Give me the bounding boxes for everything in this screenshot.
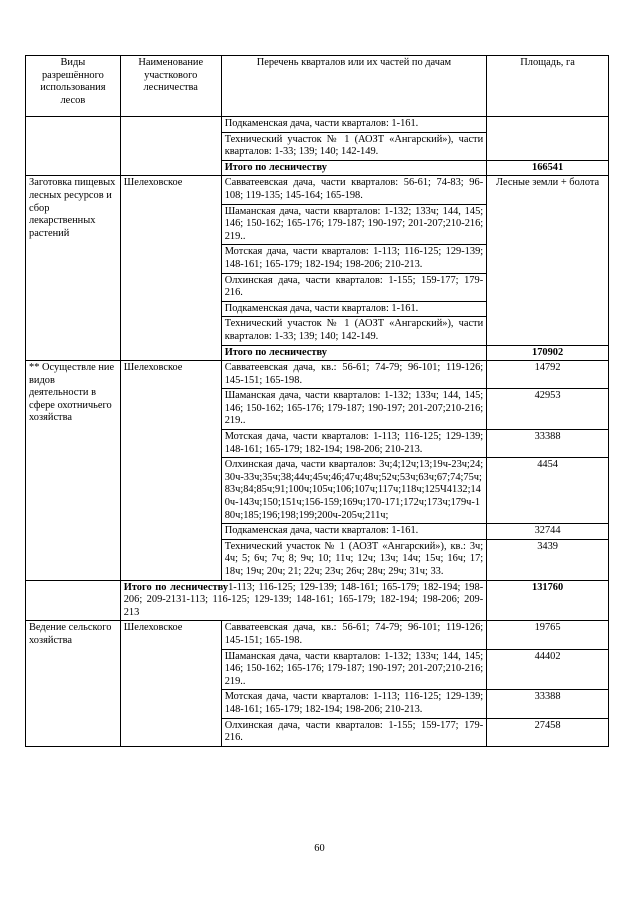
- total-label: Итого по лесничеству: [221, 345, 486, 361]
- table-header: [26, 56, 609, 117]
- quarters-cell: Технический участок № 1 (АОЗТ «Ангарский»), части кварталов: 1-33; 139; 140; 142-149.: [221, 317, 486, 345]
- area-cell: 3439: [487, 539, 609, 580]
- area-cell: Лесные земли + болота: [487, 176, 609, 345]
- forest-use-table: [25, 55, 609, 747]
- quarters-cell: Шаманская дача, части кварталов: 1-132; 133ч; 144, 145; 146; 150-162; 165-176; 179-187; 190-197; 201-207;210-216; 219..: [221, 389, 486, 430]
- quarters-cell: Савватеевская дача, кв.: 56-61; 74-79; 96-101; 119-126; 145-151; 165-198.: [221, 621, 486, 649]
- quarters-cell: Олхинская дача, части кварталов: 3ч;4;12ч;13;19ч-23ч;24;30ч-33ч;35ч;38;44ч;45ч;46;47ч;48ч;52ч;53ч;63ч;67;74;75ч;83ч;84;85ч;91;100ч;105ч;106;107ч;117ч;118ч;125Ч4132;140ч-143ч;150;151ч;156-159;169ч;170-171;172ч;173ч;179ч-180ч;185;196;198;199;200ч-205ч;211ч;: [221, 458, 486, 524]
- total-label: Итого по лесничеству: [221, 160, 486, 176]
- table-row: [26, 176, 609, 204]
- area-cell: 14792: [487, 361, 609, 389]
- total-cell: [120, 580, 486, 621]
- header-quarters: Перечень кварталов или их частей по дачам: [221, 56, 486, 117]
- table-row: [26, 361, 609, 389]
- area-cell: 42953: [487, 389, 609, 430]
- total-quarters: 1-113; 116-125; 129-139; 148-161; 165-179; 182-194; 198-206; 209-2131-113; 116-125; 129-139; 148-161; 165-179; 182-194; 198-206; 209-213: [123, 581, 484, 618]
- activity-cell: Заготовка пищевых лесных ресурсов и сбор лекарственных растений: [26, 176, 121, 361]
- quarters-cell: Олхинская дача, части кварталов: 1-155; 159-177; 179-216.: [221, 273, 486, 301]
- quarters-cell: Олхинская дача, части кварталов: 1-155; 159-177; 179-216.: [221, 718, 486, 746]
- quarters-cell: Подкаменская дача, части кварталов: 1-161.: [221, 117, 486, 133]
- quarters-cell: Подкаменская дача, части кварталов: 1-161.: [221, 301, 486, 317]
- total-label: Итого по лесничеству: [123, 581, 229, 593]
- area-cell: 33388: [487, 430, 609, 458]
- quarters-cell: Шаманская дача, части кварталов: 1-132; 133ч; 144, 145; 146; 150-162; 165-176; 179-187; 190-197; 201-207;210-216; 219..: [221, 649, 486, 690]
- total-value: 166541: [487, 160, 609, 176]
- total-row: [26, 580, 609, 621]
- table-row: [26, 621, 609, 649]
- empty-cell: [26, 580, 121, 621]
- forestry-cell: [120, 117, 221, 176]
- forestry-cell: Шелеховское: [120, 361, 221, 581]
- activity-cell: Ведение сельского хозяйства: [26, 621, 121, 746]
- header-activity: Виды разрешённого использования лесов: [26, 56, 121, 117]
- quarters-cell: Подкаменская дача, части кварталов: 1-161.: [221, 524, 486, 540]
- area-cell: 33388: [487, 690, 609, 718]
- header-area: Площадь, га: [487, 56, 609, 117]
- quarters-cell: Технический участок № 1 (АОЗТ «Ангарский»), кв.: 3ч; 4ч; 5; 6ч; 7ч; 8; 9ч; 10; 11ч; 12ч; 13ч; 14ч; 15ч; 16ч; 17; 18ч; 19ч; 20ч; 21; 22ч; 23ч; 26ч; 28ч; 29ч; 31ч; 33.: [221, 539, 486, 580]
- table-row: [26, 117, 609, 133]
- area-cell: [487, 117, 609, 161]
- area-cell: 27458: [487, 718, 609, 746]
- quarters-cell: Мотская дача, части кварталов: 1-113; 116-125; 129-139; 148-161; 165-179; 182-194; 198-206; 210-213.: [221, 245, 486, 273]
- area-cell: 44402: [487, 649, 609, 690]
- total-value: 131760: [487, 580, 609, 621]
- page-number: 60: [314, 843, 325, 854]
- forestry-cell: Шелеховское: [120, 621, 221, 746]
- total-value: 170902: [487, 345, 609, 361]
- forestry-cell: Шелеховское: [120, 176, 221, 361]
- area-cell: 19765: [487, 621, 609, 649]
- area-cell: 4454: [487, 458, 609, 524]
- header-forestry: Наименование участкового лесничества: [120, 56, 221, 117]
- quarters-cell: Шаманская дача, части кварталов: 1-132; 133ч; 144, 145; 146; 150-162; 165-176; 179-187; 190-197; 201-207;210-216; 219..: [221, 204, 486, 245]
- quarters-cell: Савватеевская дача, кв.: 56-61; 74-79; 96-101; 119-126; 145-151; 165-198.: [221, 361, 486, 389]
- quarters-cell: Мотская дача, части кварталов: 1-113; 116-125; 129-139; 148-161; 165-179; 182-194; 198-206; 210-213.: [221, 430, 486, 458]
- area-cell: 32744: [487, 524, 609, 540]
- quarters-cell: Мотская дача, части кварталов: 1-113; 116-125; 129-139; 148-161; 165-179; 182-194; 198-206; 210-213.: [221, 690, 486, 718]
- activity-cell: ** Осуществле ние видов деятельности в сфере охотничьего хозяйства: [26, 361, 121, 581]
- activity-cell: [26, 117, 121, 176]
- quarters-cell: Технический участок № 1 (АОЗТ «Ангарский»), части кварталов: 1-33; 139; 140; 142-149.: [221, 132, 486, 160]
- quarters-cell: Савватеевская дача, части кварталов: 56-61; 74-83; 96-108; 119-135; 145-164; 165-198.: [221, 176, 486, 204]
